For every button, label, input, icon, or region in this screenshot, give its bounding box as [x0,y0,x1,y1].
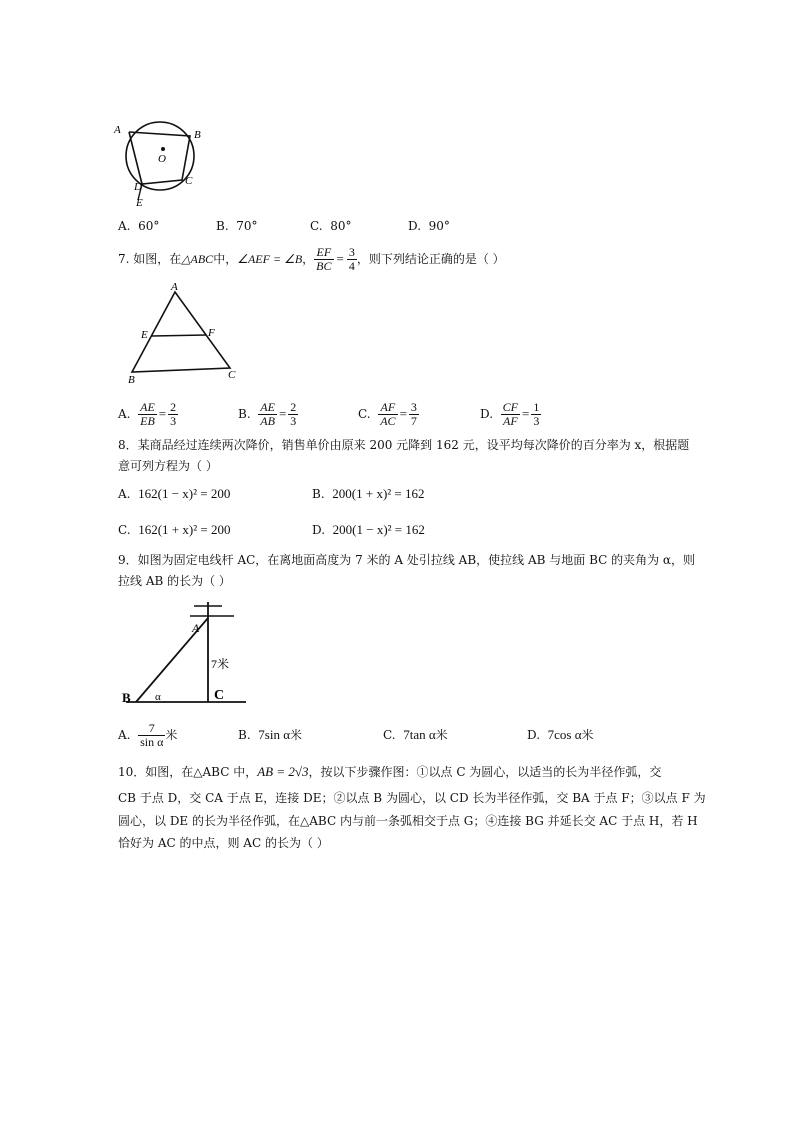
q8-option-b[interactable]: B. 200(1 + x)² = 162 [312,486,425,501]
q9-label-height: 7米 [211,657,230,671]
q9-option-b[interactable]: B. 7sin α米 [238,727,303,742]
q8-option-c[interactable]: C. 162(1 + x)² = 200 [118,522,231,537]
q8-stem-line2: 意可列方程为（ ） [118,459,218,473]
q7-label-c: C [228,369,236,381]
q6-label-o: O [158,153,166,165]
q9-option-d[interactable]: D. 7cos α米 [527,727,594,742]
q6-options [118,218,478,234]
q6-figure [112,118,222,210]
q7-option-d[interactable]: D. $\frac{CF}{AF}$ = $\frac{1}{3}$ [480,399,540,428]
q7-option-a[interactable]: A. $\frac{AE}{EB}$ = $\frac{2}{3}$ [118,399,177,428]
q7-option-c[interactable]: C. $\frac{AF}{AC}$ = $\frac{3}{7}$ [358,399,417,428]
q7-label-f: F [208,327,215,339]
q7-label-a: A [171,281,178,293]
q9-label-alpha: α [155,691,161,703]
q6-label-b: B [194,129,201,141]
q8-option-d[interactable]: D. 200(1 − x)² = 162 [312,522,425,537]
q6-option-d[interactable]: D. 90° [408,219,450,233]
q7-ratio-fraction: $\frac{EF}{BC}$ [316,244,332,273]
q6-option-b[interactable]: B. 70° [216,219,258,233]
q7-option-b[interactable]: B. $\frac{AE}{AB}$ = $\frac{2}{3}$ [238,399,297,428]
q10-stem-line1: 10．如图，在△ABC 中，AB = 2√3，按以下步骤作图：①以点 C 为圆心，以适当的长为半径作弧，交 [118,764,662,779]
q8-stem-line1: 8．某商品经过连续两次降价，销售单价由原来 200 元降到 162 元，设平均每次降价的百分率为 x，根据题 [118,438,690,452]
q9-stem-line2: 拉线 AB 的长为（ ） [118,574,231,588]
q7-label-e: E [141,329,148,341]
q9-figure [118,592,248,710]
q9-stem-line1: 9．如图为固定电线杆 AC，在离地面高度为 7 米的 A 处引拉线 AB，使拉线 AB 与地面 BC 的夹角为 α，则 [118,553,696,567]
q7-label-b: B [128,374,135,386]
q10-stem-line2: CB 于点 D，交 CA 于点 E，连接 DE；②以点 B 为圆心，以 CD 长为半径作弧，交 BA 于点 F；③以点 F 为 [118,791,706,805]
q9-label-c: C [214,688,225,703]
q7-figure [122,280,242,386]
q6-label-a: A [114,124,121,136]
q10-stem-line3: 圆心，以 DE 的长为半径作弧，在△ABC 内与前一条弧相交于点 G；④连接 BG 并延长交 AC 于点 H，若 H [118,814,698,828]
q9-label-a: A [192,621,200,635]
q6-label-d: D [134,181,142,193]
q9-option-c[interactable]: C. 7tan α米 [383,727,448,742]
q7-stem: 7. 如图，在 △ABC 中， ∠AEF = ∠B ， $\frac{EF}{BC}$ = $\frac{3}{4}$ ，则下列结论正确的是（ ） [118,244,505,273]
q9-label-b: B [122,690,131,705]
q10-stem-line4: 恰好为 AC 的中点，则 AC 的长为（ ） [118,836,329,850]
q9-option-a[interactable]: A. $\frac{7}{\text{sin α}}$ 米 [118,720,178,749]
q8-option-a[interactable]: A. 162(1 − x)² = 200 [118,486,231,501]
q7-value-fraction: $\frac{3}{4}$ [348,244,355,273]
q7-options [118,398,618,430]
q6-option-a[interactable]: A. 60° [118,219,160,233]
q6-option-c[interactable]: C. 80° [310,219,352,233]
q6-label-e: E [136,197,143,209]
q6-label-c: C [185,175,193,187]
